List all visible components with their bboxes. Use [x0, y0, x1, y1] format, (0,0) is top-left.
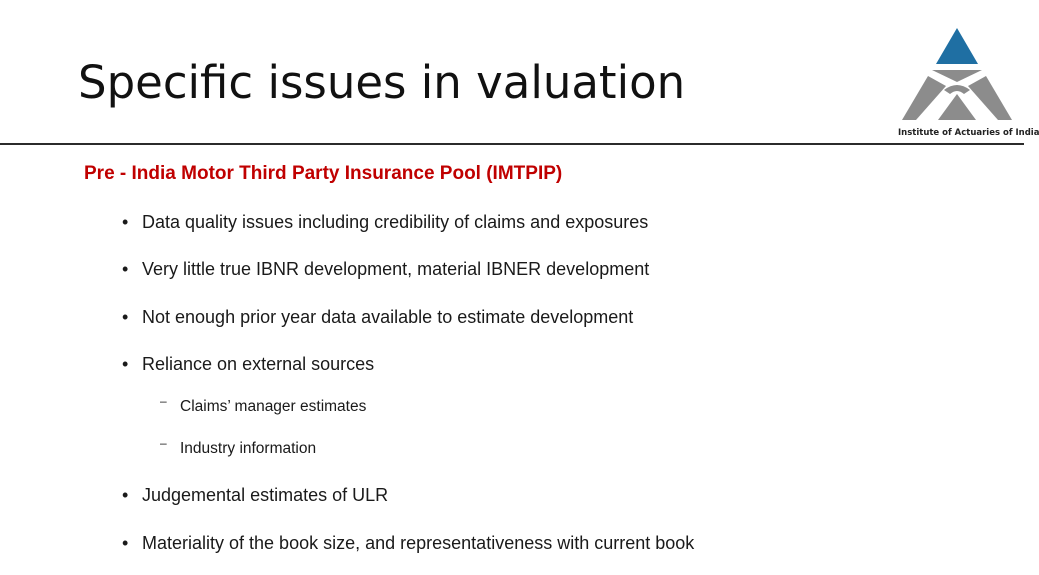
bullet-text: Reliance on external sources	[142, 354, 375, 374]
institute-logo	[898, 24, 1039, 142]
bullet-dot-icon: •	[122, 485, 129, 505]
bullet-text: Very little true IBNR development, material IBNER development	[142, 259, 650, 279]
bullet-item	[122, 212, 648, 233]
bullet-text: Not enough prior year data available to estimate development	[142, 307, 634, 327]
dash-icon: –	[160, 436, 167, 450]
bullet-item	[122, 259, 649, 280]
bullet-dot-icon: •	[122, 533, 129, 553]
bullet-item	[122, 307, 633, 328]
bullet-item	[122, 533, 694, 554]
section-subheading: Pre - India Motor Third Party Insurance Pool (IMTPIP)	[84, 163, 563, 184]
bullet-dot-icon: •	[122, 259, 129, 279]
title-divider	[0, 143, 1024, 145]
dash-icon: –	[160, 394, 167, 408]
bullet-text: Data quality issues including credibility of claims and exposures	[142, 212, 649, 232]
sub-bullet-item	[160, 436, 317, 458]
sub-bullet-text: Industry information	[180, 440, 317, 457]
sub-bullet-item	[160, 394, 367, 416]
bullet-dot-icon: •	[122, 212, 129, 232]
bullet-dot-icon: •	[122, 307, 129, 327]
bullet-dot-icon: •	[122, 354, 129, 374]
bullet-text: Judgemental estimates of ULR	[142, 485, 389, 505]
slide-title: Specific issues in valuation	[78, 56, 686, 109]
sub-bullet-text: Claims’ manager estimates	[180, 398, 367, 415]
bullet-item	[122, 354, 374, 375]
bullet-text: Materiality of the book size, and representativeness with current book	[142, 533, 695, 553]
logo-caption: Institute of Actuaries of India	[898, 128, 1039, 138]
logo-mark-icon	[898, 24, 1016, 128]
bullet-item	[122, 485, 388, 506]
